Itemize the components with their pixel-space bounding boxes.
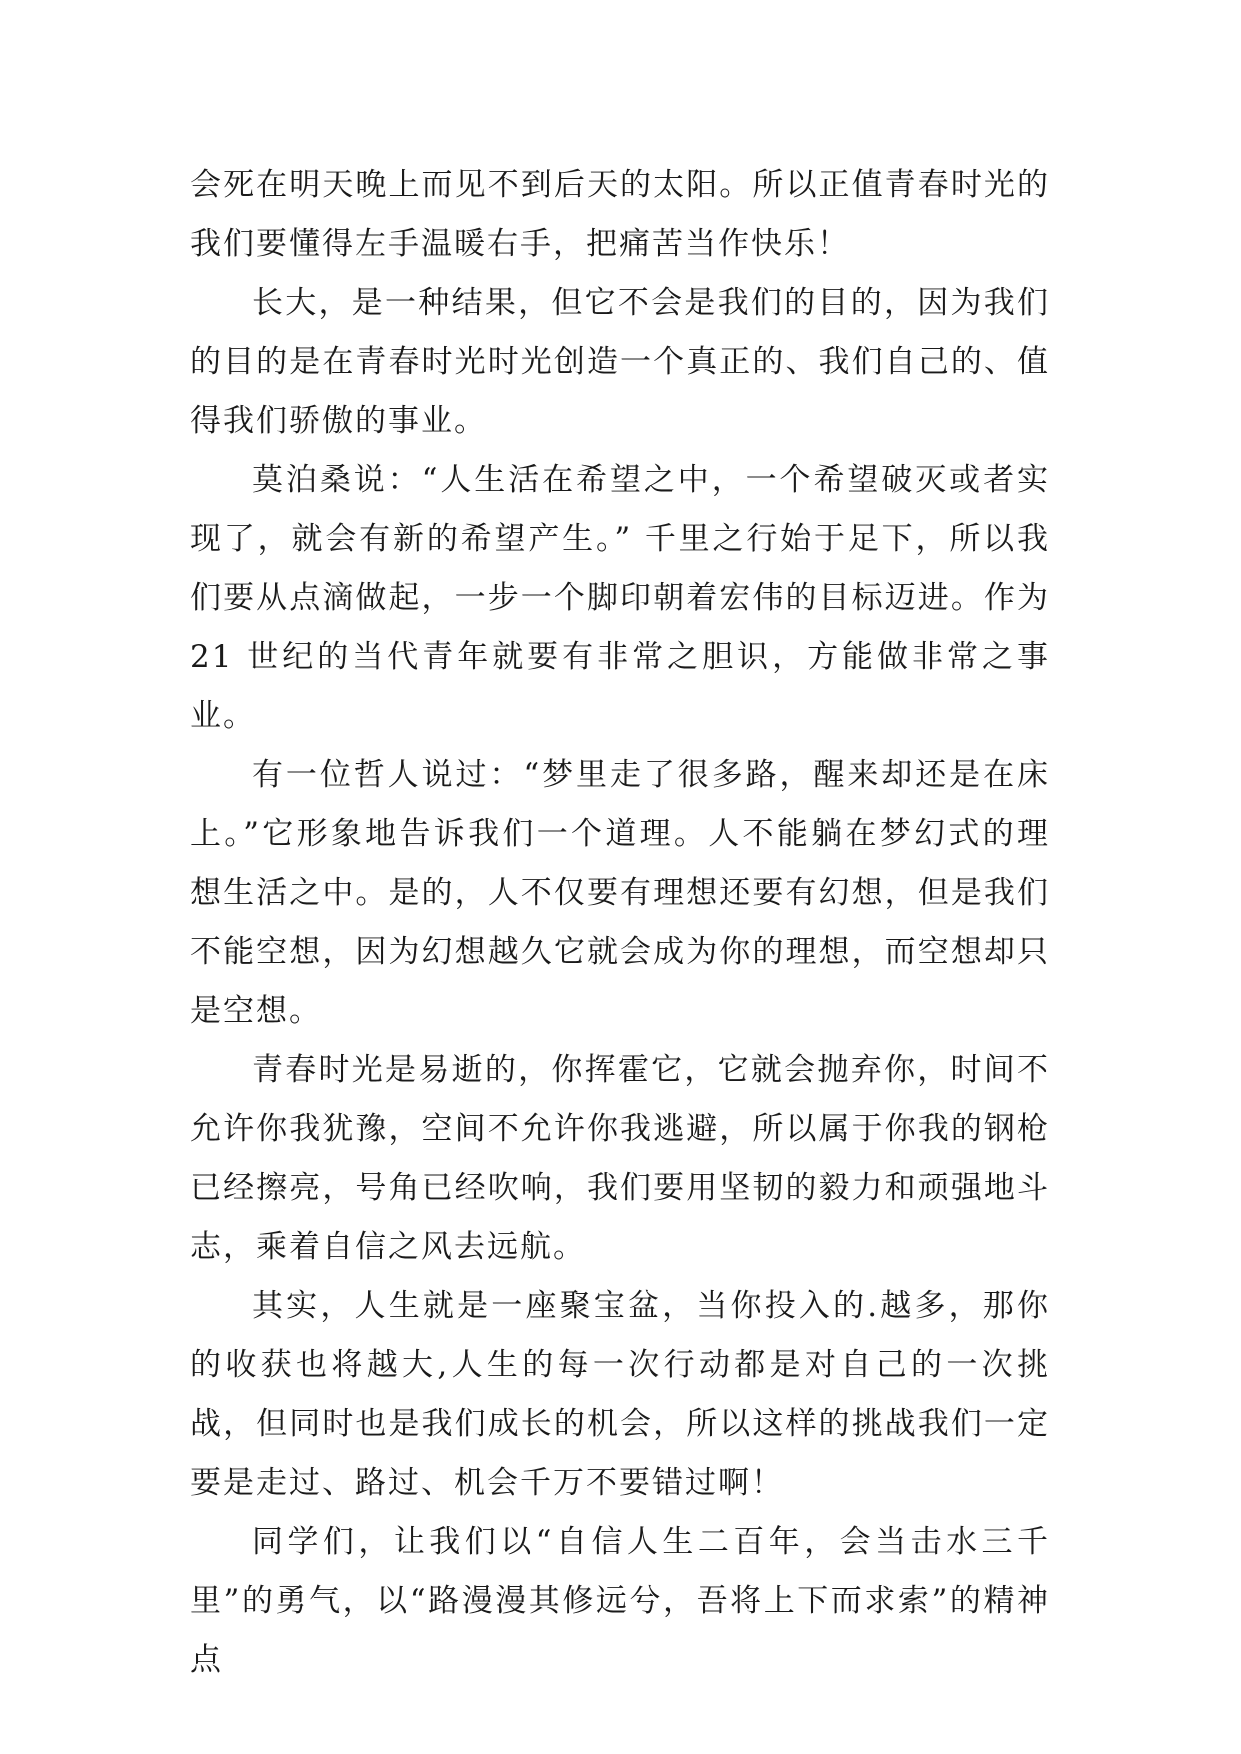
paragraph-6: 其实，人生就是一座聚宝盆，当你投入的.越多，那你的收获也将越大,人生的每一次行动都是对自己的一次挑战，但同时也是我们成长的机会，所以这样的挑战我们一定要是走过、路过、机会千万不要错过啊！ xyxy=(190,1288,1050,1501)
paragraph-4: 有一位哲人说过：“梦里走了很多路，醒来却还是在床上。”它形象地告诉我们一个道理。人不能躺在梦幻式的理想生活之中。是的，人不仅要有理想还要有幻想，但是我们不能空想，因为幻想越久它就会成为你的理想，而空想却只是空想。 xyxy=(190,757,1050,1029)
paragraph-5: 青春时光是易逝的，你挥霍它，它就会抛弃你，时间不允许你我犹豫，空间不允许你我逃避，所以属于你我的钢枪已经擦亮，号角已经吹响，我们要用坚韧的毅力和顽强地斗志，乘着自信之风去远航。 xyxy=(190,1052,1050,1265)
document-page xyxy=(190,156,1050,1690)
paragraph-7: 同学们，让我们以“自信人生二百年，会当击水三千里”的勇气，以“路漫漫其修远兮，吾将上下而求索”的精神点 xyxy=(190,1524,1050,1678)
paragraph-1: 会死在明天晚上而见不到后天的太阳。所以正值青春时光的我们要懂得左手温暖右手，把痛苦当作快乐！ xyxy=(190,167,1050,262)
paragraph-2: 长大，是一种结果，但它不会是我们的目的，因为我们的目的是在青春时光时光创造一个真正的、我们自己的、值得我们骄傲的事业。 xyxy=(190,285,1050,439)
paragraph-3: 莫泊桑说：“人生活在希望之中，一个希望破灭或者实现了，就会有新的希望产生。” 千里之行始于足下，所以我们要从点滴做起，一步一个脚印朝着宏伟的目标迈进。作为21 世纪的当代青年就要有非常之胆识，方能做非常之事业。 xyxy=(190,462,1050,734)
